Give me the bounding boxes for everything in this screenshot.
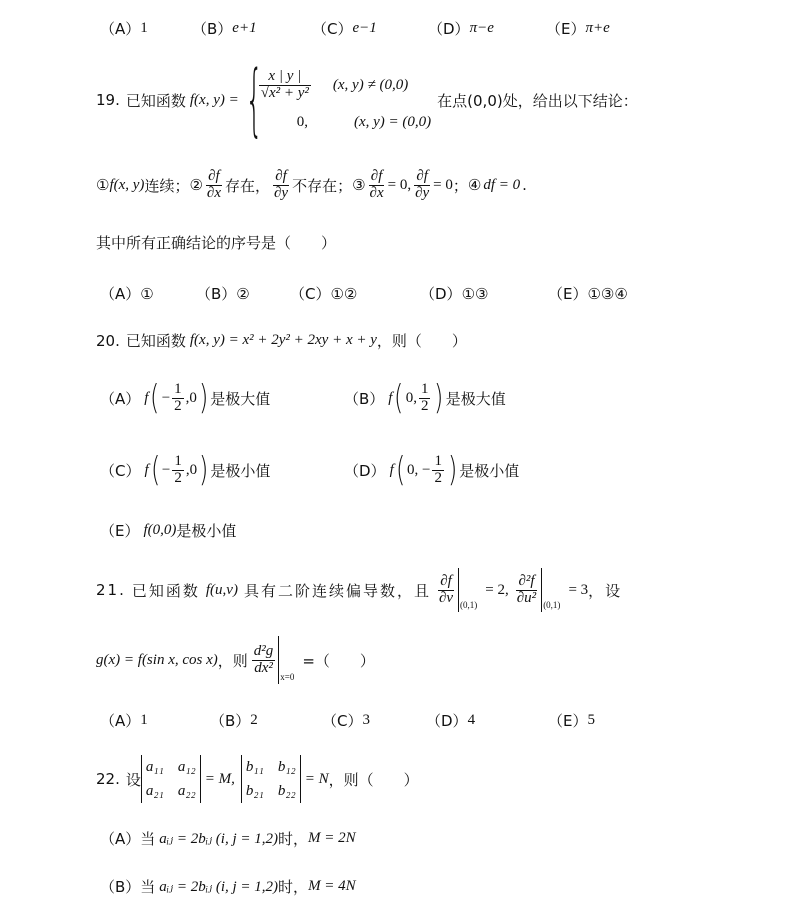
q19-question: 其中所有正确结论的序号是（ ） [96,234,337,252]
partial-fv: $\frac{\partial f}{\partial v}$ [438,572,454,606]
option-value: 1 [140,20,148,36]
q21-option-c: （C） 3 [322,712,370,730]
partial-fuu: $\frac{\text{∂²f}}{\text{∂u²}}$ [516,572,537,606]
q19-option-e: （E） ①③④ [548,284,628,303]
q21-option-a: （A） 1 [100,712,148,730]
q21-option-b: （B） 2 [210,712,258,730]
case-1 [257,69,431,102]
conclusion-1-mark: ① [96,176,110,194]
conclusion-3-text: ； [452,176,468,195]
case-2-condition: (x, y) = (0,0) [353,113,432,130]
question-number: 22. [96,770,120,788]
q18-option-a [100,18,148,39]
partial-fy: $\frac{\partial f}{\partial y}$ [274,167,289,201]
q19-conclusions [96,160,527,210]
conclusion-3-mark: ③ [352,176,366,194]
determinant-a: a₁₁ a₁₂ a₂₁ a₂₂ [141,755,201,803]
stem-suffix: 在点(0,0)处，给出以下结论： [437,91,638,110]
q21-option-d: （D） 4 [426,712,476,730]
conclusion-1-func: f(x, y) [109,176,145,193]
stem-prefix: 已知函数 [125,91,186,110]
question-number: 20. [96,331,120,350]
partial-fx: $\frac{\partial f}{\partial x}$ [206,167,221,201]
conclusion-2-mark: ② [189,176,203,194]
q21-option-e: （E） 5 [548,712,595,730]
conclusion-1-text: 连续； [144,176,190,195]
function-expr: f(x, y) = x² + 2y² + 2xy + x + y [189,332,377,348]
second-derivative: $\frac{\text{d²g}}{\text{dx²}}$ [253,642,274,676]
option-value: π+e [585,20,610,36]
q18-option-c [312,18,377,39]
question-number: 21. [96,581,126,599]
option-label: （A） [100,20,141,38]
brace-icon: { [245,55,263,145]
conclusion-4-expr: df = 0 [483,176,521,193]
q22-option-a: （A）当 aᵢⱼ = 2bᵢⱼ (i, j = 1,2) 时， M = 2N [100,830,356,848]
piecewise-cases [257,69,431,131]
q20-option-d: （D） f ( 0, − $\frac{1}{2}$ ) 是极小值 [344,450,520,490]
conclusion-3-eq: = 0, [387,176,412,193]
option-value: e−1 [352,20,377,36]
q19-stem [96,55,638,145]
q22-stem: 22. 设 a₁₁ a₁₂ a₂₁ a₂₂ = M, b₁₁ b₁₂ b₂₁ b₂₂ = N ，则（ ） [96,750,419,808]
q18-option-e [546,18,610,39]
q20-option-e: （E） f(0,0) 是极小值 [100,522,237,540]
q21-stem-2: g(x) = f(sin x, cos x) ，则 $\frac{\text{d²g}}{\text{dx²}}$ x=0 =（ ） [96,632,375,688]
partial-fx-3: $\frac{\partial f}{\partial x}$ [369,167,384,201]
q20-option-a: （A） f ( − $\frac{1}{2}$ ,0 ) 是极大值 [100,378,271,418]
conclusion-3-eq2: = 0 [433,176,453,193]
option-value: π−e [469,20,494,36]
q19-option-a: （A） ① [100,284,154,303]
conclusion-4-mark: ④ [467,176,482,194]
case-1-fraction: $\frac{x | y |}{\text{√x² + y²}}$ [260,68,309,101]
case-2 [257,114,431,131]
stem-prefix: 已知函数 [125,332,186,350]
option-label: （B） [192,20,233,38]
case-2-value: 0, [296,113,308,130]
option-value: e+1 [232,20,257,36]
q19-option-d: （D） ①③ [420,284,489,303]
q20-option-c: （C） f ( − $\frac{1}{2}$ ,0 ) 是极小值 [100,450,271,490]
q21-stem: 21. 已知函数 f(u,v) 具有二阶连续偏导数，且 $\frac{\partial f}{\partial v}$ (0,1) = 2, $\frac{\text{∂²f}}{\text{∂u²}}$ (0,1) = 3 ，设 [96,562,622,618]
q20-stem [96,330,467,351]
case-1-condition: (x, y) ≠ (0,0) [332,77,409,93]
q22-option-b: （B）当 aᵢⱼ = 2bᵢⱼ (i, j = 1,2) 时， M = 4N [100,878,356,896]
option-label: （D） [428,20,470,38]
option-label: （E） [546,20,586,38]
conclusion-2b-text: 不存在； [292,176,353,195]
determinant-b: b₁₁ b₁₂ b₂₁ b₂₂ [241,755,301,803]
q19-option-b: （B） ② [196,284,250,303]
option-label: （C） [312,20,353,38]
function-def: f(x, y) = [189,91,239,108]
conclusion-2-text: 存在， [224,176,270,195]
conclusion-4-text: . [522,176,527,194]
q20-option-b: （B） f ( 0, $\frac{1}{2}$ ) 是极大值 [344,378,506,418]
stem-suffix: ，则（ ） [376,332,467,350]
partial-fy-3: $\frac{\partial f}{\partial y}$ [415,167,430,201]
q19-option-c: （C） ①② [290,284,358,303]
q18-option-d [428,18,494,39]
q18-option-b [192,18,257,39]
question-number: 19. [96,91,120,109]
